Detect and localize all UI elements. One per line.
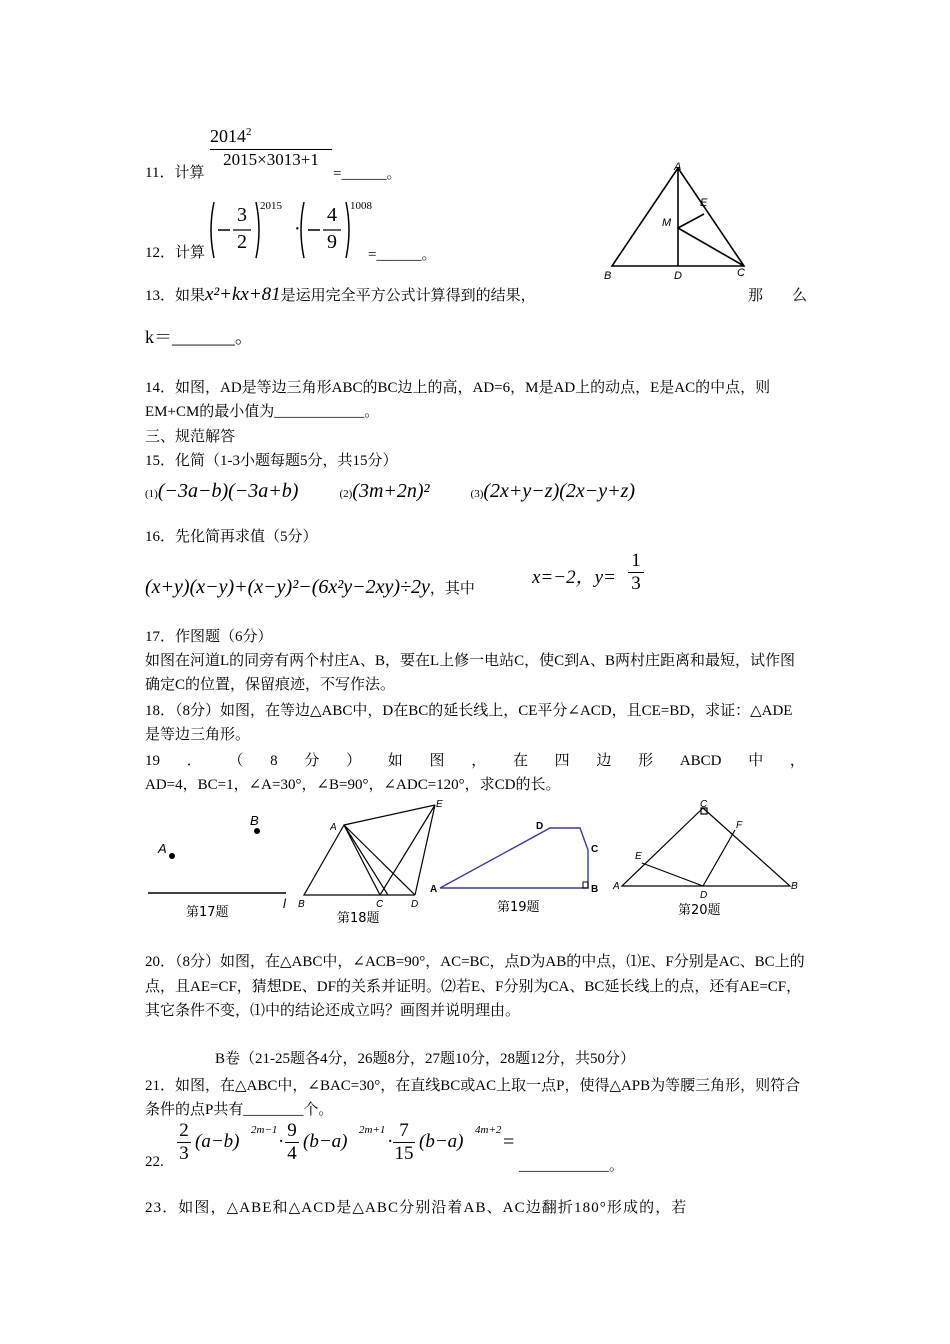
q16-expression: (x+y)(x−y)+(x−y)²−(6x²y−2xy)÷2y — [145, 576, 430, 598]
fig18-point-C: C — [376, 899, 384, 910]
q23-text: 23．如图，△ABE和△ACD是△ABC分别沿着AB、AC边翻折180°形成的，若 — [145, 1200, 688, 1216]
fig18-point-A: A — [330, 822, 337, 833]
q12-suffix: =______。 — [368, 247, 437, 263]
q11-prefix: 11．计算 — [145, 165, 205, 181]
fig17-caption: 第17题 — [186, 905, 229, 920]
b-section-heading: B卷（21-25题各4分，26题8分，27题10分，28题12分，共50分） — [215, 1051, 636, 1067]
q22-base3: (b−a) — [419, 1131, 464, 1152]
point-A-label: A — [674, 161, 682, 173]
q11-num-exponent: 2 — [246, 126, 252, 138]
fig17-point-B: B — [250, 813, 259, 828]
q12-frac1-den: 2 — [237, 231, 247, 253]
figure-18 — [304, 805, 438, 895]
q16-y-num: 1 — [628, 550, 644, 573]
q13-tail1: 那 — [748, 288, 764, 304]
q18-text: 18．（8分）如图，在等边△ABC中，D在BC的延长线上，CE平分∠ACD，且CE=BD，求证：△ADE是等边三角形。 — [145, 703, 793, 743]
section-3-heading: 三、规范解答 — [145, 429, 236, 445]
q12-prefix: 12．计算 — [145, 245, 206, 261]
q13-expression: x²+kx+81 — [205, 284, 281, 305]
q14-figure — [598, 158, 758, 283]
q15-expr3: (2x+y−z)(2x−y+z) — [483, 480, 636, 502]
fig20-point-B: B — [791, 881, 798, 892]
fig20-point-F: F — [736, 820, 743, 831]
q22-frac2: 9 4 — [285, 1120, 299, 1165]
q15-part3-label: (3) — [470, 488, 484, 500]
q11-fraction — [210, 126, 332, 170]
q19-line1: 19 ． （ 8 分 ） 如 图 ， 在 四 边 形 ABCD 中 ， — [145, 753, 805, 769]
fig20-point-A: A — [613, 881, 620, 892]
q22-expression: 22. 2 3 (a−b) 2m−1 · 9 4 (b−a) 2m+1 · 7 15 (b−a) 4m+2 = ____________。 — [145, 1120, 625, 1174]
q22-exp1: 2m−1 — [251, 1124, 278, 1136]
point-D-label: D — [674, 270, 682, 282]
fig20-point-C: C — [700, 799, 708, 810]
figure-17 — [148, 813, 287, 911]
q13-prefix: 13．如果 — [145, 288, 206, 304]
fig20-point-D: D — [700, 890, 708, 901]
point-C-label: C — [737, 267, 745, 279]
q15-part1-label: (1) — [145, 488, 158, 500]
point-B-label: B — [604, 270, 612, 282]
figure-20 — [622, 808, 790, 886]
q13-tail2: 么 — [792, 288, 808, 304]
q22-answer-blank: ____________。 — [519, 1158, 625, 1174]
q22-exp2: 2m+1 — [359, 1124, 386, 1136]
q11-denominator: 2015×3013+1 — [223, 150, 319, 169]
fig19-point-C: C — [591, 844, 599, 855]
fig18-point-D: D — [411, 899, 419, 910]
q12-exp2: 1008 — [350, 200, 372, 212]
q22-base1: (a−b) — [195, 1131, 240, 1152]
point-M-label: M — [662, 217, 672, 229]
q16-y-fraction — [628, 550, 644, 595]
fig18-point-B: B — [298, 899, 305, 910]
q14-text: 14．如图，AD是等边三角形ABC的BC边上的高，AD=6，M是AD上的动点，E是AC的中点，则EM+CM的最小值为____________。 — [145, 380, 771, 420]
q17-text: 如图在河道L的同旁有两个村庄A、B，要在L上修一电站C，使C到A、B两村庄距离和最短，试作图确定C的位置，保留痕迹，不写作法。 — [145, 653, 796, 693]
fig18-point-E: E — [436, 799, 443, 810]
q12-frac2-den: 9 — [327, 231, 337, 253]
figure-19 — [440, 828, 588, 888]
q16-cond-text: x=−2，y= — [532, 567, 616, 588]
q11-suffix: =______。 — [333, 166, 402, 182]
q12-frac1-num: 3 — [237, 204, 247, 226]
fig19-caption: 第19题 — [497, 900, 540, 915]
q15-part2-label: (2) — [339, 488, 353, 500]
fig17-point-A: A — [158, 841, 167, 856]
q12-dot: · — [294, 218, 301, 240]
q22-exp3: 4m+2 — [475, 1124, 502, 1136]
q15-expr1: (−3a−b)(−3a+b) — [157, 480, 299, 502]
fig18-caption: 第18题 — [337, 911, 380, 926]
q16-y-den: 3 — [631, 573, 641, 594]
q22-prefix: 22. — [145, 1154, 164, 1170]
q22-frac1: 2 3 — [177, 1120, 191, 1165]
q11-numerator: 2014 — [210, 126, 246, 146]
q20-text: 20．（8分）如图，在△ABC中，∠ACB=90°，AC=BC，点D为AB的中点，⑴E、F分别是AC、BC上的点，且AE=CF，猜想DE、DF的关系并证明。⑵若E、F分别为CA、BC延长线上的点，还有AE=CF，其它条件不变，⑴中的结论还成立吗？画图并说明理由。 — [145, 954, 805, 1019]
q22-base2: (b−a) — [303, 1131, 348, 1152]
q12-frac2-num: 4 — [327, 204, 337, 226]
q16-title: 16．先化简再求值（5分） — [145, 529, 318, 545]
q22-frac3: 7 15 — [394, 1120, 414, 1164]
q13-line2: k＝_______。 — [145, 327, 253, 347]
point-E-label: E — [700, 197, 708, 209]
q21-text: 21．如图，在△ABC中，∠BAC=30°，在直线BC或AC上取一点P，使得△APB为等腰三角形，则符合条件的点P共有________个。 — [145, 1078, 801, 1118]
fig19-point-A: A — [430, 884, 438, 895]
q16-mid: ，其中 — [429, 581, 475, 597]
q12-exp1: 2015 — [260, 200, 282, 212]
q15-title: 15．化简（1-3小题每题5分，共15分） — [145, 453, 398, 469]
q15-items — [145, 478, 635, 507]
fig20-caption: 第20题 — [678, 903, 721, 918]
fig17-line-l: l — [283, 896, 286, 911]
fig19-point-D: D — [536, 821, 544, 832]
q16-expression-line — [145, 574, 475, 602]
fig19-point-B: B — [591, 884, 599, 895]
fig20-point-E: E — [635, 851, 642, 862]
q13-line1 — [145, 284, 536, 307]
q15-expr2: (3m+2n)² — [352, 480, 430, 502]
q13-text: 是运用完全平方公式计算得到的结果， — [280, 288, 536, 304]
q17-title: 17．作图题（6分） — [145, 629, 273, 645]
q19-line2: AD=4，BC=1，∠A=30°，∠B=90°，∠ADC=120°，求CD的长。 — [145, 777, 561, 793]
q16-condition — [532, 562, 616, 589]
q22-equals: = — [503, 1131, 515, 1153]
